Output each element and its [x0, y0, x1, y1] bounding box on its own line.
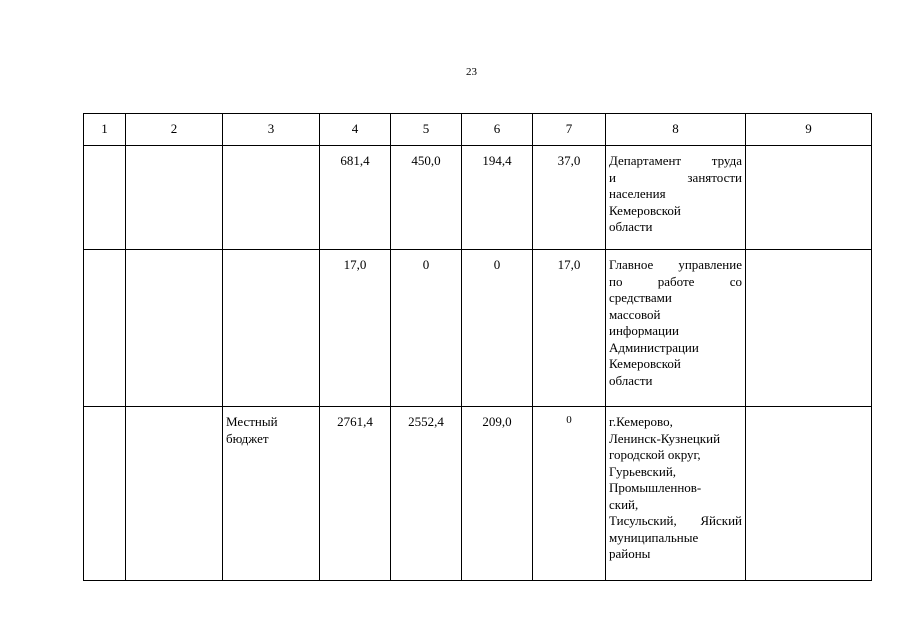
- cell-line: Кемеровской: [609, 202, 681, 218]
- table-cell: [84, 250, 126, 407]
- cell-line: по работе со: [609, 273, 742, 289]
- cell-line: и занятости: [609, 169, 742, 185]
- column-header: 7: [533, 114, 606, 146]
- page-number: 23: [466, 66, 477, 78]
- table-cell: [746, 407, 872, 581]
- executor-cell: [606, 407, 746, 581]
- column-header: 4: [320, 114, 391, 146]
- executor-cell: [606, 146, 746, 250]
- column-header: 5: [391, 114, 462, 146]
- table-cell: 0: [391, 250, 462, 407]
- column-header: 9: [746, 114, 872, 146]
- cell-line: городской округ,: [609, 447, 701, 462]
- table-cell: [746, 250, 872, 407]
- cell-line: информации: [609, 323, 679, 338]
- table-cell: [223, 250, 320, 407]
- cell-line: области: [609, 219, 653, 234]
- table-cell: 0: [462, 250, 533, 407]
- table-cell: 0: [533, 407, 606, 581]
- table-row: [84, 407, 872, 581]
- column-header: 6: [462, 114, 533, 146]
- cell-line: Департамент труда: [609, 153, 742, 168]
- cell-line: Промышленнов-: [609, 480, 702, 495]
- cell-line: Местный: [226, 414, 278, 429]
- table-cell: 2761,4: [320, 407, 391, 581]
- table-row: [84, 146, 872, 250]
- budget-table: [83, 113, 872, 581]
- cell-line: Тисульский, Яйский: [609, 513, 742, 528]
- table-cell: 209,0: [462, 407, 533, 581]
- table-cell: [84, 407, 126, 581]
- table-cell: 17,0: [320, 250, 391, 407]
- column-header: 3: [223, 114, 320, 146]
- table-cell: [126, 250, 223, 407]
- table-cell: [746, 146, 872, 250]
- table-cell: [126, 407, 223, 581]
- table-cell: [223, 146, 320, 250]
- table-header-row: [84, 114, 872, 146]
- cell-line: массовой: [609, 306, 661, 322]
- table-cell: 17,0: [533, 250, 606, 407]
- cell-line: Кемеровской: [609, 356, 681, 371]
- cell-line: Администрации: [609, 339, 699, 355]
- table-row: [84, 250, 872, 407]
- cell-line: г.Кемерово,: [609, 414, 673, 429]
- cell-line: бюджет: [226, 430, 269, 446]
- cell-line: ский,: [609, 496, 639, 512]
- table-cell: 37,0: [533, 146, 606, 250]
- table-cell: 194,4: [462, 146, 533, 250]
- cell-line: муниципальные: [609, 529, 699, 545]
- column-header: 8: [606, 114, 746, 146]
- cell-line: населения: [609, 186, 666, 201]
- column-header: 2: [126, 114, 223, 146]
- cell-line: Главное управление: [609, 257, 742, 272]
- cell-line: области: [609, 372, 653, 388]
- budget-source-cell: [223, 407, 320, 581]
- table-cell: [84, 146, 126, 250]
- table-cell: 2552,4: [391, 407, 462, 581]
- table-cell: [126, 146, 223, 250]
- cell-line: средствами: [609, 290, 672, 305]
- column-header: 1: [84, 114, 126, 146]
- cell-line: Гурьевский,: [609, 463, 677, 479]
- cell-line: Ленинск-Кузнецкий: [609, 430, 721, 446]
- executor-cell: [606, 250, 746, 407]
- table-cell: 681,4: [320, 146, 391, 250]
- table-cell: 450,0: [391, 146, 462, 250]
- cell-line: районы: [609, 546, 651, 561]
